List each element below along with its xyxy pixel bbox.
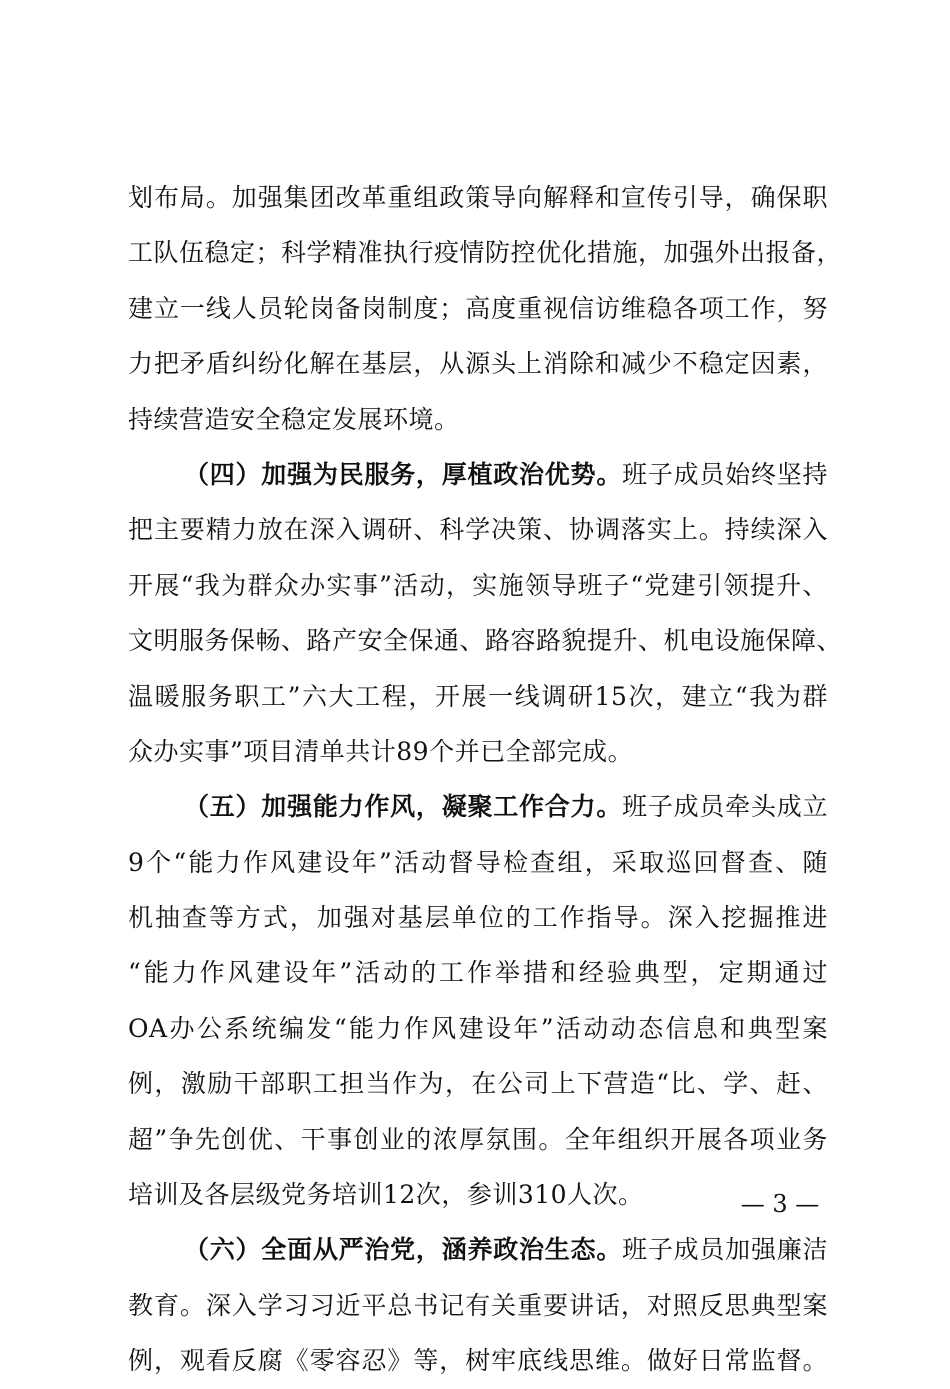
paragraph bbox=[128, 447, 843, 779]
text-line: 文明服务保畅、路产安全保通、路容路貌提升、机电设施保障、 bbox=[128, 626, 843, 656]
text-line: 众办实事”项目清单共计89个并已全部完成。 bbox=[128, 736, 634, 766]
document-body bbox=[128, 170, 843, 1389]
text-line bbox=[128, 779, 828, 834]
line-text: 班子成员加强廉洁 bbox=[622, 1235, 828, 1265]
text-line: 例，观看反腐《零容忍》等，树牢底线思维。做好日常监督。 bbox=[128, 1346, 828, 1376]
text-line: 教育。深入学习习近平总书记有关重要讲话，对照反思典型案 bbox=[128, 1290, 828, 1320]
section-heading: （四）加强为民服务，厚植政治优势。 bbox=[184, 459, 623, 489]
section-heading: （六）全面从严治党，涵养政治生态。 bbox=[184, 1235, 623, 1265]
text-line bbox=[128, 447, 828, 502]
text-line: 持续营造安全稳定发展环境。 bbox=[128, 404, 460, 434]
page-number: — 3 — bbox=[740, 1190, 820, 1218]
text-line: “能力作风建设年”活动的工作举措和经验典型，定期通过 bbox=[128, 958, 828, 988]
text-line: 力把矛盾纠纷化解在基层，从源头上消除和减少不稳定因素， bbox=[128, 349, 828, 379]
text-line: 9个“能力作风建设年”活动督导检查组，采取巡回督查、随 bbox=[128, 847, 828, 877]
text-line: 超”争先创优、干事创业的浓厚氛围。全年组织开展各项业务 bbox=[128, 1124, 828, 1154]
text-line: 例，激励干部职工担当作为，在公司上下营造“比、学、赶、 bbox=[128, 1069, 828, 1099]
text-line: 机抽查等方式，加强对基层单位的工作指导。深入挖掘推进 bbox=[128, 903, 828, 933]
line-text: 班子成员始终坚持 bbox=[622, 459, 828, 489]
paragraph bbox=[128, 170, 843, 447]
text-line: 温暖服务职工”六大工程，开展一线调研15次，建立“我为群 bbox=[128, 681, 828, 711]
text-line: 开展“我为群众办实事”活动，实施领导班子“党建引领提升、 bbox=[128, 570, 828, 600]
paragraph bbox=[128, 1222, 828, 1388]
paragraph bbox=[128, 779, 828, 1222]
text-line: 培训及各层级党务培训12次，参训310人次。 bbox=[128, 1180, 644, 1210]
line-text: 班子成员牵头成立 bbox=[622, 792, 828, 822]
text-line bbox=[128, 1222, 828, 1277]
text-line: 把主要精力放在深入调研、科学决策、协调落实上。持续深入 bbox=[128, 515, 828, 545]
section-heading: （五）加强能力作风，凝聚工作合力。 bbox=[184, 792, 623, 822]
text-line: 工队伍稳定；科学精准执行疫情防控优化措施，加强外出报备， bbox=[128, 238, 843, 268]
text-line: OA办公系统编发“能力作风建设年”活动动态信息和典型案 bbox=[128, 1013, 828, 1043]
text-line: 划布局。加强集团改革重组政策导向解释和宣传引导，确保职 bbox=[128, 183, 828, 212]
text-line: 建立一线人员轮岗备岗制度；高度重视信访维稳各项工作，努 bbox=[128, 293, 828, 323]
